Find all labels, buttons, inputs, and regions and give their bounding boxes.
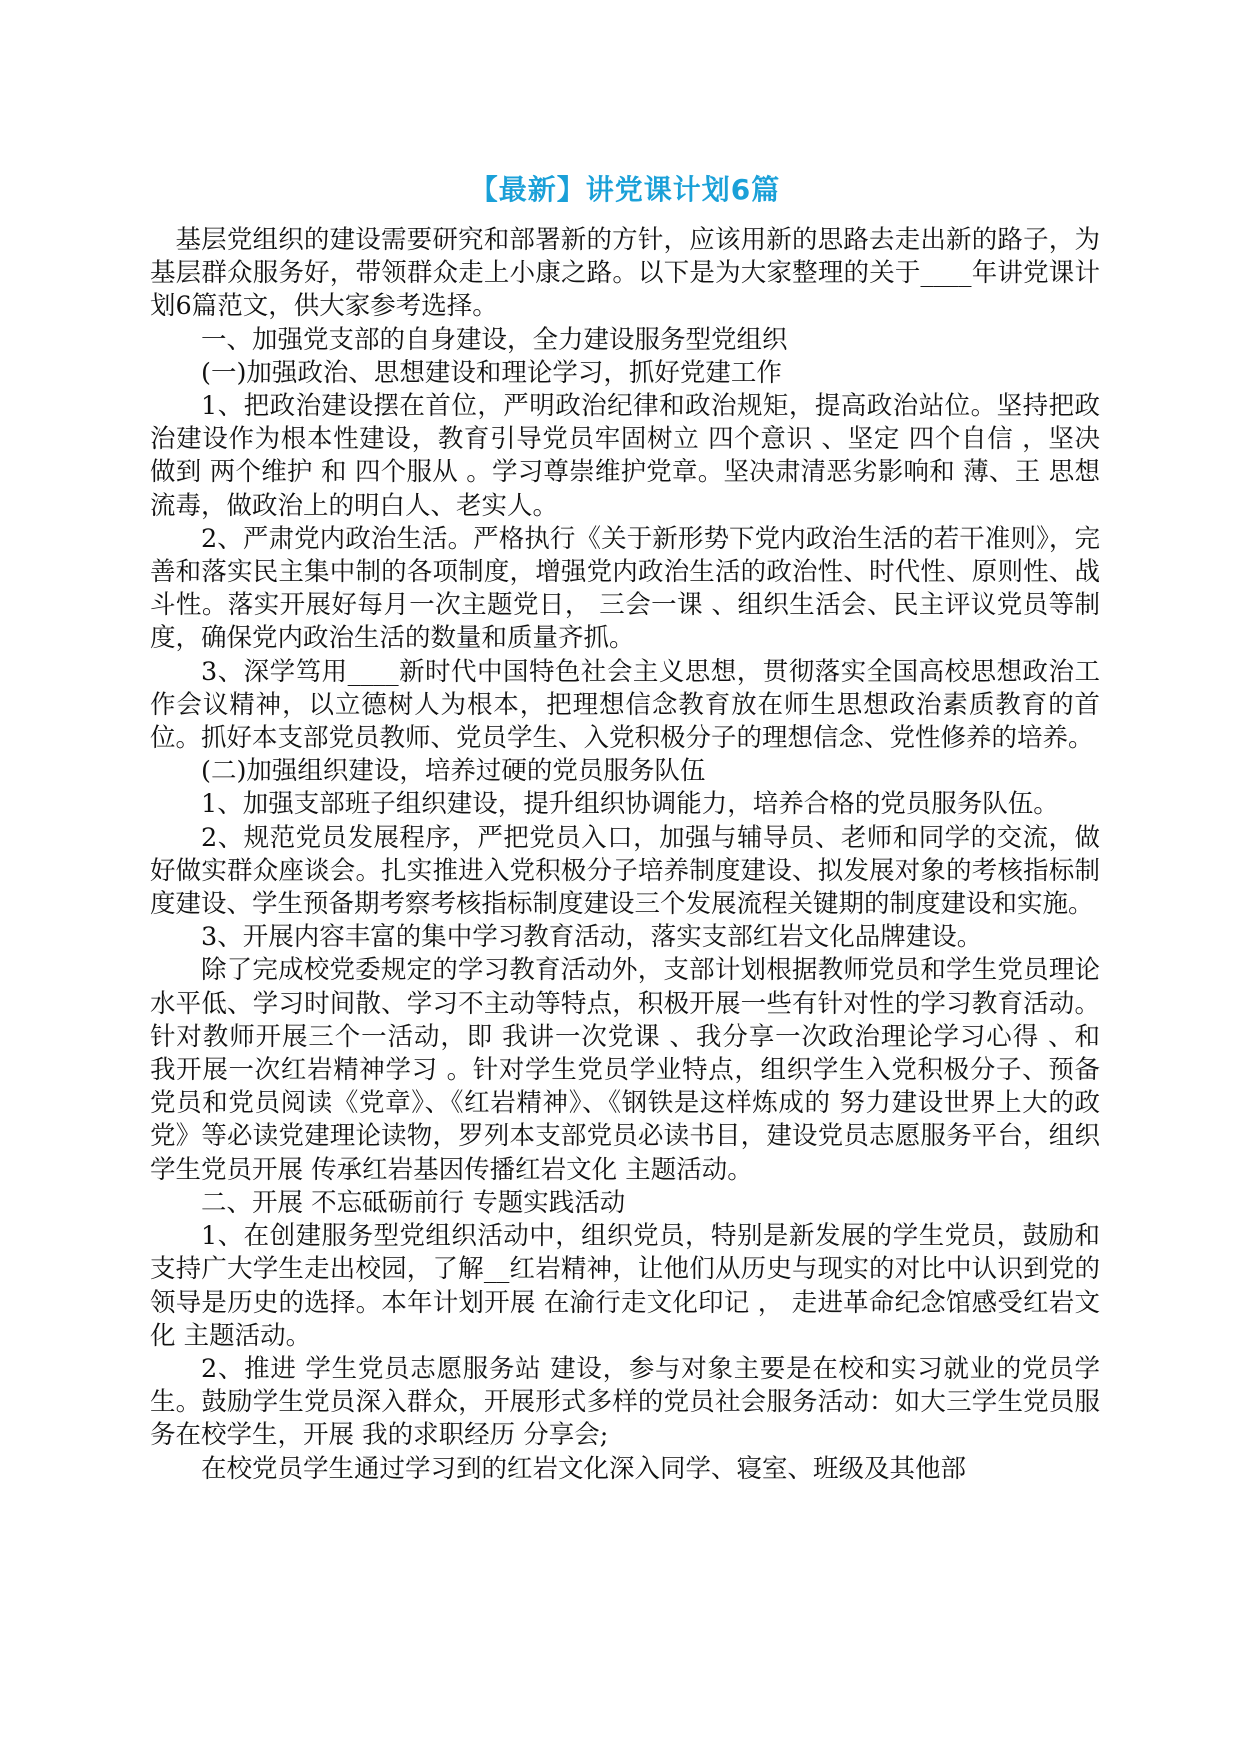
paragraph: 除了完成校党委规定的学习教育活动外，支部计划根据教师党员和学生党员理论水平低、学习时间散、学习不主动等特点，积极开展一些有针对性的学习教育活动。针对教师开展三个一活动，即 我讲一次党课 、我分享一次政治理论学习心得 、和 我开展一次红岩精神学习 。针对学生党员学业特点，组织学生入党积极分子、预备党员和党员阅读《党章》、《红岩精神》、《钢铁是这样炼成的 努力建设世界上大的政党》等必读党建理论读物，罗列本支部党员必读书目，建设党员志愿服务平台，组织学生党员开展 传承红岩基因传播红岩文化 主题活动。 bbox=[150, 955, 1109, 1185]
paragraph: 在校党员学生通过学习到的红岩文化深入同学、寝室、班级及其他部 bbox=[201, 1453, 967, 1484]
intro-paragraph: 基层党组织的建设需要研究和部署新的方针，应该用新的思路去走出新的路子，为基层群众服务好，带领群众走上小康之路。以下是为大家整理的关于____年讲党课计划6篇范文，供大家参考选择。 bbox=[150, 225, 1100, 322]
paragraph: 2、严肃党内政治生活。严格执行《关于新形势下党内政治生活的若干准则》，完善和落实民主集中制的各项制度，增强党内政治生活的政治性、时代性、原则性、战斗性。落实开展好每月一次主题党日， 三会一课 、组织生活会、民主评议党员等制度，确保党内政治生活的数量和质量齐抓。 bbox=[150, 523, 1100, 654]
paragraph: 3、开展内容丰富的集中学习教育活动，落实支部红岩文化品牌建设。 bbox=[201, 922, 983, 953]
document-body bbox=[150, 224, 1109, 1486]
paragraph: 1、把政治建设摆在首位，严明政治纪律和政治规矩，提高政治站位。坚持把政治建设作为根本性建设，教育引导党员牢固树立 四个意识 、坚定 四个自信 ，坚决做到 两个维护 和 四个服从 。学习尊崇维护党章。坚决肃清恶劣影响和 薄、王 思想流毒，做政治上的明白人、老实人。 bbox=[150, 391, 1100, 521]
paragraph: 1、加强支部班子组织建设，提升组织协调能力，培养合格的党员服务队伍。 bbox=[201, 789, 1059, 820]
subsection-heading-2: (二)加强组织建设，培养过硬的党员服务队伍 bbox=[201, 756, 706, 787]
subsection-heading-1: (一)加强政治、思想建设和理论学习，抓好党建工作 bbox=[201, 357, 782, 388]
paragraph: 2、推进 学生党员志愿服务站 建设，参与对象主要是在校和实习就业的党员学生。鼓励学生党员深入群众，开展形式多样的党员社会服务活动：如大三学生党员服务在校学生，开展 我的求职经历 分享会; bbox=[150, 1353, 1100, 1451]
document-title: 【最新】讲党课计划6篇 bbox=[469, 173, 781, 206]
document-page bbox=[150, 170, 1109, 1486]
paragraph: 3、深学笃用____新时代中国特色社会主义思想，贯彻落实全国高校思想政治工作会议精神，以立德树人为根本，把理想信念教育放在师生思想政治素质教育的首位。抓好本支部党员教师、党员学生、入党积极分子的理想信念、党性修养的培养。 bbox=[150, 656, 1100, 754]
section-heading-2: 二、开展 不忘砥砺前行 专题实践活动 bbox=[201, 1187, 626, 1218]
paragraph: 2、规范党员发展程序，严把党员入口，加强与辅导员、老师和同学的交流，做好做实群众座谈会。扎实推进入党积极分子培养制度建设、拟发展对象的考核指标制度建设、学生预备期考察考核指标制度建设三个发展流程关键期的制度建设和实施。 bbox=[150, 822, 1100, 920]
paragraph: 1、在创建服务型党组织活动中，组织党员，特别是新发展的学生党员，鼓励和支持广大学生走出校园，了解__红岩精神，让他们从历史与现实的对比中认识到党的领导是历史的选择。本年计划开展 在渝行走文化印记 ， 走进革命纪念馆感受红岩文化 主题活动。 bbox=[150, 1221, 1100, 1351]
section-heading-1: 一、加强党支部的自身建设，全力建设服务型党组织 bbox=[201, 324, 788, 355]
